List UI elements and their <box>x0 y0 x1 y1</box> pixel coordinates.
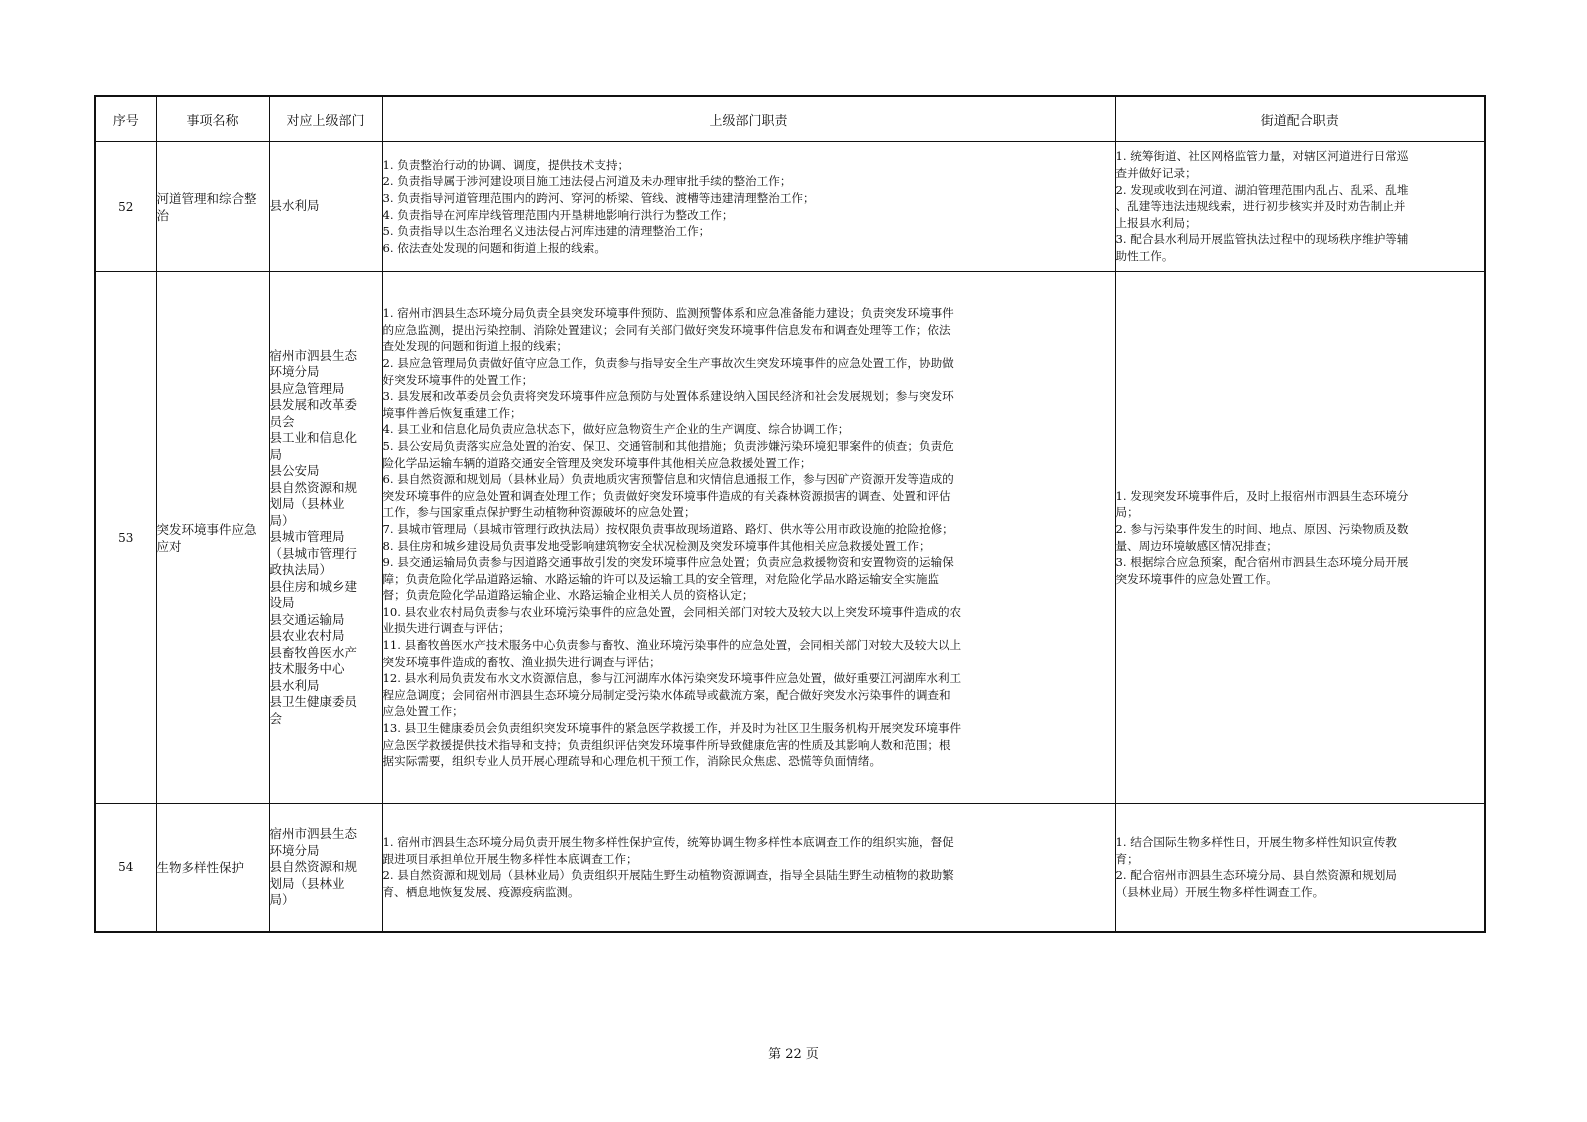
duty-line: 8. 县住房和城乡建设局负责事发地受影响建筑物安全状况检测及突发环境事件其他相关应急救援处置工作； <box>382 538 931 553</box>
duty-line: 3. 县发展和改革委员会负责将突发环境事件应急预防与处置体系建设纳入国民经济和社会发展规划；参与突发环 <box>382 389 954 404</box>
header-dept: 对应上级部门 <box>269 96 382 142</box>
duty-line: 5. 县公安局负责落实应急处置的治安、保卫、交通管制和其他措施；负责涉嫌污染环境犯罪案件的侦查；负责危 <box>382 438 954 453</box>
cell-seq: 53 <box>95 272 156 804</box>
duty-line: 育； <box>1115 851 1139 866</box>
cell-item-name: 河道管理和综合整治 <box>156 142 269 272</box>
dept-line: 员会 <box>269 413 295 429</box>
duty-line: 6. 依法查处发现的问题和街道上报的线索。 <box>382 240 606 255</box>
cell-superior-dept <box>269 272 382 804</box>
cell-superior-duty <box>382 804 1115 932</box>
duty-line: 3. 负责指导河道管理范围内的跨河、穿河的桥梁、管线、渡槽等违建清理整治工作； <box>382 190 815 205</box>
cell-seq: 54 <box>95 804 156 932</box>
dept-line: 局 <box>269 446 283 462</box>
cell-street-duty <box>1115 272 1485 804</box>
duty-line: 1. 结合国际生物多样性日，开展生物多样性知识宣传教 <box>1115 835 1397 850</box>
cell-item-name: 生物多样性保护 <box>156 804 269 932</box>
duty-line: 好突发环境事件的处置工作； <box>382 372 534 387</box>
dept-line: 宿州市泗县生态 <box>269 347 358 363</box>
dept-line: 县水利局 <box>269 677 320 693</box>
duty-line: 2. 配合宿州市泗县生态环境分局、县自然资源和规划局 <box>1115 868 1397 883</box>
dept-line: 县应急管理局 <box>269 380 345 396</box>
page-number: 第 22 页 <box>768 1047 819 1062</box>
duty-table <box>94 95 1486 933</box>
duty-line: 2. 参与污染事件发生的时间、地点、原因、污染物质及数 <box>1115 521 1409 536</box>
duty-line: 1. 负责整治行动的协调、调度，提供技术支持； <box>382 157 630 172</box>
dept-line: 县发展和改革委 <box>269 397 358 413</box>
duty-line: 2. 负责指导属于涉河建设项目施工违法侵占河道及未办理审批手续的整治工作； <box>382 174 792 189</box>
duty-line: 13. 县卫生健康委员会负责组织突发环境事件的紧急医学救援工作，并及时为社区卫生服务机构开展突发环境事件 <box>382 721 962 736</box>
duty-line: 2. 县应急管理局负责做好值守应急工作，负责参与指导安全生产事故次生突发环境事件的应急处置工作，协助做 <box>382 355 954 370</box>
dept-line: 环境分局 <box>269 364 320 380</box>
duty-table-container <box>94 95 1484 933</box>
duty-line: 6. 县自然资源和规划局（县林业局）负责地质灾害预警信息和灾情信息通报工作，参与因矿产资源开发等造成的 <box>382 472 954 487</box>
duty-line: 3. 根据综合应急预案，配合宿州市泗县生态环境分局开展 <box>1115 555 1409 570</box>
dept-line: 县公安局 <box>269 463 320 479</box>
dept-line: 政执法局） <box>269 562 333 578</box>
duty-line: 跟进项目承担单位开展生物多样性本底调查工作； <box>382 851 638 866</box>
cell-superior-dept <box>269 142 382 272</box>
duty-line: 9. 县交通运输局负责参与因道路交通事故引发的突发环境事件应急处置；负责应急救援物资和安置物资的运输保 <box>382 555 954 570</box>
duty-line: 程应急调度；会同宿州市泗县生态环境分局制定受污染水体疏导或截流方案，配合做好突发水污染事件的调查和 <box>382 687 951 702</box>
cell-superior-duty <box>382 142 1115 272</box>
dept-line: 局） <box>269 512 295 528</box>
duty-line: 育、栖息地恢复发展、疫源疫病监测。 <box>382 884 580 899</box>
cell-item-name: 突发环境事件应急应对 <box>156 272 269 804</box>
dept-line: 县自然资源和规 <box>269 859 358 874</box>
dept-line: 县交通运输局 <box>269 611 345 627</box>
duty-line: 突发环境事件的应急处置和调查处理工作；负责做好突发环境事件造成的有关森林资源损害的调查、处置和评估 <box>382 488 951 503</box>
cell-street-duty <box>1115 142 1485 272</box>
duty-line: 突发环境事件造成的畜牧、渔业损失进行调查与评估； <box>382 654 661 669</box>
duty-line: 上报县水利局； <box>1115 215 1197 230</box>
duty-line: 障；负责危险化学品道路运输、水路运输的许可以及运输工具的安全管理，对危险化学品水路运输安全实施监 <box>382 571 940 586</box>
header-seq: 序号 <box>95 96 156 142</box>
header-upper-duty: 上级部门职责 <box>382 96 1115 142</box>
dept-line: 宿州市泗县生态 <box>269 826 358 841</box>
dept-line: 县城市管理局 <box>269 529 345 545</box>
duty-line: （县林业局）开展生物多样性调查工作。 <box>1115 884 1325 899</box>
table-row <box>95 272 1485 804</box>
duty-line: 1. 发现突发环境事件后，及时上报宿州市泗县生态环境分 <box>1115 488 1409 503</box>
dept-line: （县城市管理行 <box>269 545 358 561</box>
duty-line: 5. 负责指导以生态治理名义违法侵占河库违建的清理整治工作； <box>382 224 711 239</box>
duty-line: 12. 县水利局负责发布水文水资源信息，参与江河湖库水体污染突发环境事件应急处置，做好重要江河湖库水利工 <box>382 671 962 686</box>
duty-line: 1. 统筹街道、社区网格监管力量，对辖区河道进行日常巡 <box>1115 149 1409 164</box>
table-header-row <box>95 96 1485 142</box>
dept-line: 县农业农村局 <box>269 628 345 644</box>
cell-seq: 52 <box>95 142 156 272</box>
duty-line: 工作，参与国家重点保护野生动植物种资源破坏的应急处置； <box>382 505 696 520</box>
duty-line: 应急医学救援提供技术指导和支持；负责组织评估突发环境事件所导致健康危害的性质及其影响人数和范围；根 <box>382 737 951 752</box>
duty-line: 2. 发现或收到在河道、湖泊管理范围内乱占、乱采、乱堆 <box>1115 182 1409 197</box>
dept-line: 设局 <box>269 595 295 611</box>
table-row <box>95 804 1485 932</box>
duty-line: 查并做好记录； <box>1115 166 1197 181</box>
duty-line: 境事件善后恢复重建工作； <box>382 405 522 420</box>
duty-line: 1. 宿州市泗县生态环境分局负责全县突发环境事件预防、监测预警体系和应急准备能力建设；负责突发环境事件 <box>382 306 954 321</box>
duty-line: 督；负责危险化学品道路运输企业、水路运输企业相关人员的资格认定； <box>382 588 754 603</box>
dept-line: 县工业和信息化 <box>269 430 358 446</box>
cell-street-duty <box>1115 804 1485 932</box>
dept-line: 环境分局 <box>269 842 320 858</box>
duty-line: 4. 负责指导在河库岸线管理范围内开垦耕地影响行洪行为整改工作； <box>382 207 734 222</box>
duty-line: 险化学品运输车辆的道路交通安全管理及突发环境事件其他相关应急救援处置工作； <box>382 455 812 470</box>
duty-line: 11. 县畜牧兽医水产技术服务中心负责参与畜牧、渔业环境污染事件的应急处置，会同相关部门对较大及较大以上 <box>382 638 962 653</box>
table-body <box>95 142 1485 932</box>
dept-line: 会 <box>269 710 283 726</box>
duty-line: 10. 县农业农村局负责参与农业环境污染事件的应急处置，会同相关部门对较大及较大以上突发环境事件造成的农 <box>382 604 962 619</box>
dept-line: 县水利局 <box>269 198 320 214</box>
duty-line: 量、周边环境敏感区情况排查； <box>1115 538 1278 553</box>
duty-line: 7. 县城市管理局（县城市管理行政执法局）按权限负责事故现场道路、路灯、供水等公用市政设施的抢险抢修； <box>382 521 954 536</box>
duty-line: 查处发现的问题和街道上报的线索； <box>382 339 569 354</box>
header-street-duty: 街道配合职责 <box>1115 96 1485 142</box>
duty-line: 应急处置工作； <box>382 704 464 719</box>
header-name: 事项名称 <box>156 96 269 142</box>
dept-line: 技术服务中心 <box>269 661 345 677</box>
duty-line: 3. 配合县水利局开展监管执法过程中的现场秩序维护等辅 <box>1115 232 1409 247</box>
duty-line: 局； <box>1115 505 1139 520</box>
dept-line: 县住房和城乡建 <box>269 578 358 594</box>
duty-line: 2. 县自然资源和规划局（县林业局）负责组织开展陆生野生动植物资源调查，指导全县陆生野生动植物的救助繁 <box>382 868 954 883</box>
duty-line: 业损失进行调查与评估； <box>382 621 511 636</box>
duty-line: 4. 县工业和信息化局负责应急状态下，做好应急物资生产企业的生产调度、综合协调工作； <box>382 422 850 437</box>
duty-line: 1. 宿州市泗县生态环境分局负责开展生物多样性保护宣传，统筹协调生物多样性本底调查工作的组织实施，督促 <box>382 835 954 850</box>
dept-line: 划局（县林业 <box>269 875 345 891</box>
cell-superior-duty <box>382 272 1115 804</box>
duty-line: 据实际需要，组织专业人员开展心理疏导和心理危机干预工作，消除民众焦虑、恐慌等负面情绪。 <box>382 754 882 769</box>
cell-superior-dept <box>269 804 382 932</box>
dept-line: 划局（县林业 <box>269 496 345 512</box>
duty-line: 的应急监测，提出污染控制、消除处置建议；会同有关部门做好突发环境事件信息发布和调查处理等工作；依法 <box>382 322 951 337</box>
table-row <box>95 142 1485 272</box>
dept-line: 县自然资源和规 <box>269 479 358 495</box>
dept-line: 局） <box>269 892 295 907</box>
dept-line: 县畜牧兽医水产 <box>269 644 358 660</box>
duty-line: 突发环境事件的应急处置工作。 <box>1115 571 1278 586</box>
duty-line: 、乱建等违法违规线索，进行初步核实并及时劝告制止并 <box>1115 199 1406 214</box>
dept-line: 县卫生健康委员 <box>269 694 358 710</box>
duty-line: 助性工作。 <box>1115 248 1174 263</box>
